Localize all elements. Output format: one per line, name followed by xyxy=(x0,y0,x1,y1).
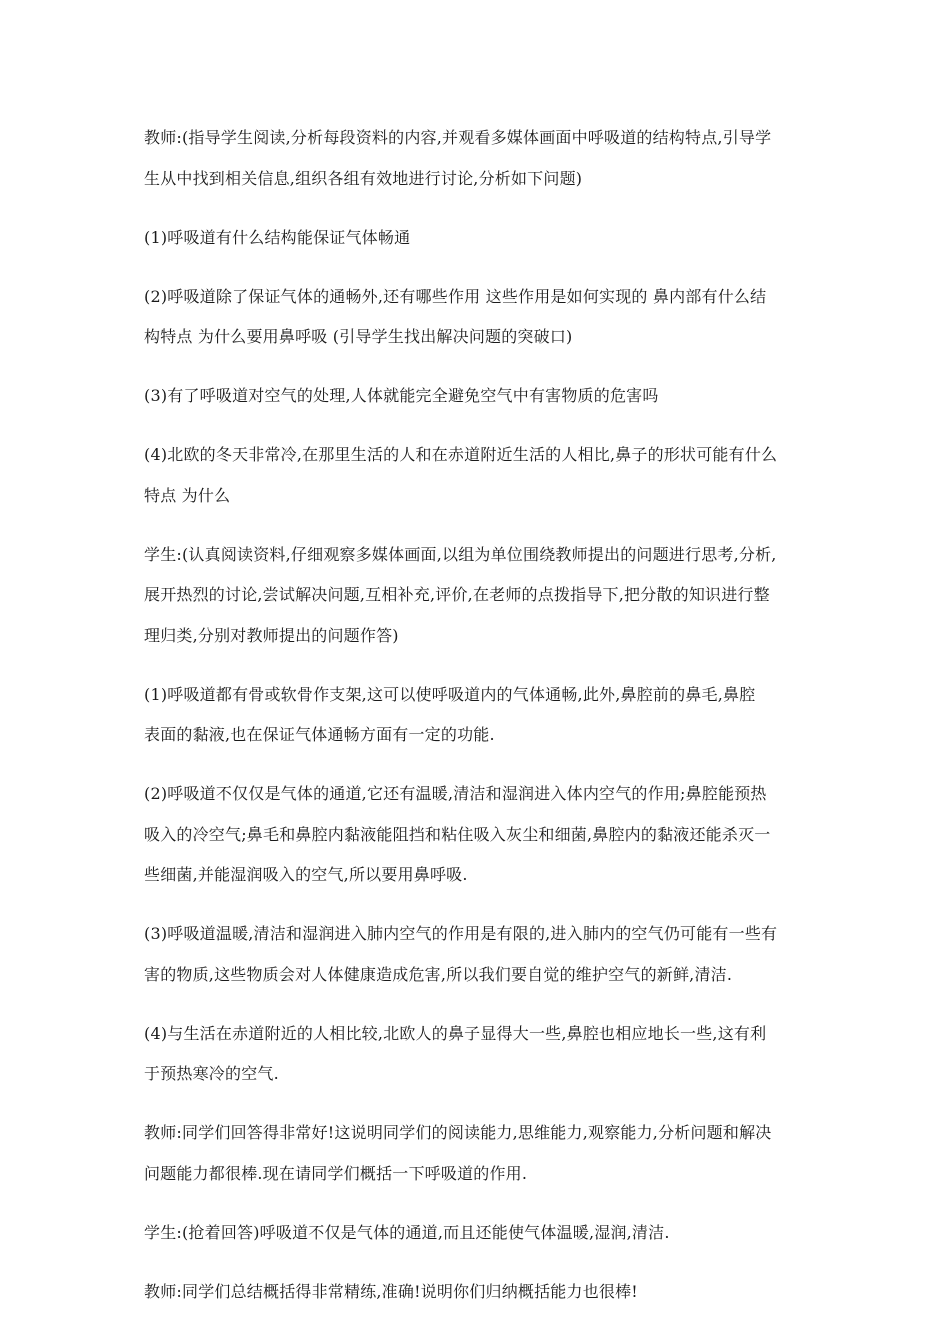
text-line: 生从中找到相关信息,组织各组有效地进行讨论,分析如下问题) xyxy=(144,168,583,188)
text-line: 问题能力都很棒.现在请同学们概括一下呼吸道的作用. xyxy=(144,1163,528,1183)
text-line: (2)呼吸道除了保证气体的通畅外,还有哪些作用 这些作用是如何实现的 鼻内部有什么结 xyxy=(144,286,767,306)
text-line: (1)呼吸道都有骨或软骨作支架,这可以使呼吸道内的气体通畅,此外,鼻腔前的鼻毛,鼻腔 xyxy=(144,684,756,704)
text-line: 教师:同学们回答得非常好!这说明同学们的阅读能力,思维能力,观察能力,分析问题和解决 xyxy=(144,1123,772,1142)
document-page xyxy=(144,118,816,1331)
text-line: 害的物质,这些物质会对人体健康造成危害,所以我们要自觉的维护空气的新鲜,清洁. xyxy=(144,964,733,984)
text-line: 学生:(抢着回答)呼吸道不仅是气体的通道,而且还能使气体温暖,湿润,清洁. xyxy=(144,1222,670,1242)
text-line: 教师:同学们总结概括得非常精练,准确!说明你们归纳概括能力也很棒! xyxy=(144,1281,638,1301)
question-3-paragraph xyxy=(144,376,816,417)
text-line: (4)与生活在赤道附近的人相比较,北欧人的鼻子显得大一些,鼻腔也相应地长一些,这有利 xyxy=(144,1023,767,1043)
text-line: 理归类,分别对教师提出的问题作答) xyxy=(144,625,399,645)
question-1-paragraph xyxy=(144,218,816,259)
text-line: (3)呼吸道温暖,清洁和湿润进入肺内空气的作用是有限的,进入肺内的空气仍可能有一些有 xyxy=(144,924,778,943)
text-line: 些细菌,并能湿润吸入的空气,所以要用鼻呼吸. xyxy=(144,865,468,884)
teacher-closing-paragraph xyxy=(144,1272,816,1313)
text-line: (4)北欧的冬天非常冷,在那里生活的人和在赤道附近生活的人相比,鼻子的形状可能有什么 xyxy=(144,445,778,464)
text-line: 展开热烈的讨论,尝试解决问题,互相补充,评价,在老师的点拨指导下,把分散的知识进行整 xyxy=(144,585,770,604)
text-line: 学生:(认真阅读资料,仔细观察多媒体画面,以组为单位围绕教师提出的问题进行思考,分析, xyxy=(144,544,777,564)
text-line: 教师:(指导学生阅读,分析每段资料的内容,并观看多媒体画面中呼吸道的结构特点,引导学 xyxy=(144,128,772,147)
answer-1-paragraph xyxy=(144,675,816,756)
student-summary-paragraph xyxy=(144,1213,816,1254)
question-2-paragraph xyxy=(144,277,816,358)
text-line: 特点 为什么 xyxy=(144,485,231,505)
text-line: 于预热寒冷的空气. xyxy=(144,1064,279,1083)
answer-4-paragraph xyxy=(144,1014,816,1095)
question-4-paragraph xyxy=(144,435,816,516)
text-line: (1)呼吸道有什么结构能保证气体畅通 xyxy=(144,227,411,247)
text-line: 吸入的冷空气;鼻毛和鼻腔内黏液能阻挡和粘住吸入灰尘和细菌,鼻腔内的黏液还能杀灭一 xyxy=(144,824,771,844)
answer-2-paragraph xyxy=(144,774,816,896)
text-line: 表面的黏液,也在保证气体通畅方面有一定的功能. xyxy=(144,725,495,744)
student-activity-paragraph xyxy=(144,535,816,657)
teacher-praise-paragraph xyxy=(144,1113,816,1194)
text-line: 构特点 为什么要用鼻呼吸 (引导学生找出解决问题的突破口) xyxy=(144,327,573,346)
answer-3-paragraph xyxy=(144,914,816,995)
text-line: (3)有了呼吸道对空气的处理,人体就能完全避免空气中有害物质的危害吗 xyxy=(144,386,659,405)
text-line: (2)呼吸道不仅仅是气体的通道,它还有温暖,清洁和湿润进入体内空气的作用;鼻腔能预热 xyxy=(144,784,767,803)
teacher-instruction-paragraph xyxy=(144,118,816,199)
